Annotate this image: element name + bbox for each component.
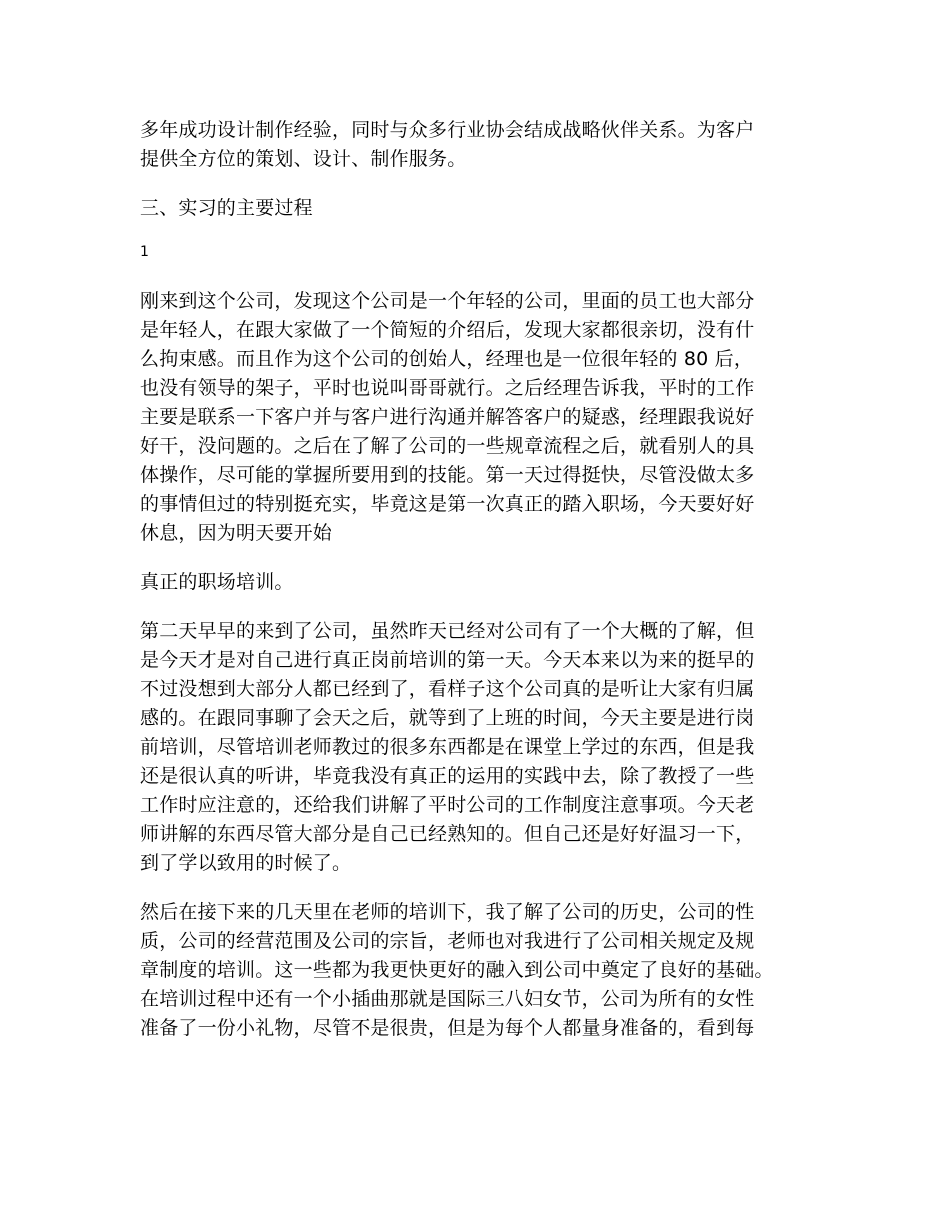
number-text: 1 xyxy=(140,244,150,260)
text-line: 是年轻人，在跟大家做了一个简短的介绍后，发现大家都很亲切，没有什 xyxy=(140,319,755,341)
paragraph-intro xyxy=(140,116,820,174)
text-line: 师讲解的东西尽管大部分是自己已经熟知的。但自己还是好好温习一下， xyxy=(140,823,755,845)
paragraph-first-day xyxy=(140,287,820,548)
document-body xyxy=(140,116,820,1043)
text-line: 体操作，尽可能的掌握所要用到的技能。第一天过得挺快，尽管没做太多 xyxy=(140,464,755,486)
text-line: 工作时应注意的，还给我们讲解了平时公司的工作制度注意事项。今天老 xyxy=(140,794,755,816)
text-line: 是今天才是对自己进行真正岗前培训的第一天。今天本来以为来的挺早的 xyxy=(140,649,755,671)
text-line: 准备了一份小礼物，尽管不是很贵，但是为每个人都量身准备的，看到每 xyxy=(140,1017,755,1039)
section-heading xyxy=(140,194,820,223)
text-line: 第二天早早的来到了公司，虽然昨天已经对公司有了一个大概的了解，但 xyxy=(140,620,755,642)
text-line: 前培训，尽管培训老师教过的很多东西都是在课堂上学过的东西，但是我 xyxy=(140,736,755,758)
text-line: 到了学以致用的时候了。 xyxy=(140,852,352,874)
text-line: 在培训过程中还有一个小插曲那就是国际三八妇女节，公司为所有的女性 xyxy=(140,988,755,1010)
text-line: 提供全方位的策划、设计、制作服务。 xyxy=(140,148,467,170)
text-line: 也没有领导的架子，平时也说叫哥哥就行。之后经理告诉我，平时的工作 xyxy=(140,377,755,399)
paragraph-training-continuation xyxy=(140,568,820,597)
text-line: 主要是联系一下客户并与客户进行沟通并解答客户的疑惑，经理跟我说好 xyxy=(140,406,755,428)
text-line: 质，公司的经营范围及公司的宗旨，老师也对我进行了公司相关规定及规 xyxy=(140,930,755,952)
text-line: 真正的职场培训。 xyxy=(140,571,294,593)
text-line: 休息，因为明天要开始 xyxy=(140,522,333,544)
paragraph-following-days xyxy=(140,898,820,1043)
text-line: 不过没想到大部分人都已经到了，看样子这个公司真的是听让大家有归属 xyxy=(140,678,755,700)
list-number xyxy=(140,238,820,267)
text-line: 好干，没问题的。之后在了解了公司的一些规章流程之后，就看别人的具 xyxy=(140,435,755,457)
text-line: 多年成功设计制作经验，同时与众多行业协会结成战略伙伴关系。为客户 xyxy=(140,119,755,141)
text-line: 章制度的培训。这一些都为我更快更好的融入到公司中奠定了良好的基础。 xyxy=(140,959,774,981)
text-line: 还是很认真的听讲，毕竟我没有真正的运用的实践中去，除了教授了一些 xyxy=(140,765,755,787)
text-line: 刚来到这个公司，发现这个公司是一个年轻的公司，里面的员工也大部分 xyxy=(140,290,755,312)
heading-text: 三、实习的主要过程 xyxy=(140,197,313,219)
text-line: 感的。在跟同事聊了会天之后，就等到了上班的时间，今天主要是进行岗 xyxy=(140,707,755,729)
paragraph-second-day xyxy=(140,617,820,878)
text-line: 么拘束感。而且作为这个公司的创始人，经理也是一位很年轻的 80 后， xyxy=(140,348,754,370)
text-line: 的事情但过的特别挺充实，毕竟这是第一次真正的踏入职场，今天要好好 xyxy=(140,493,755,515)
text-line: 然后在接下来的几天里在老师的培训下，我了解了公司的历史，公司的性 xyxy=(140,901,755,923)
